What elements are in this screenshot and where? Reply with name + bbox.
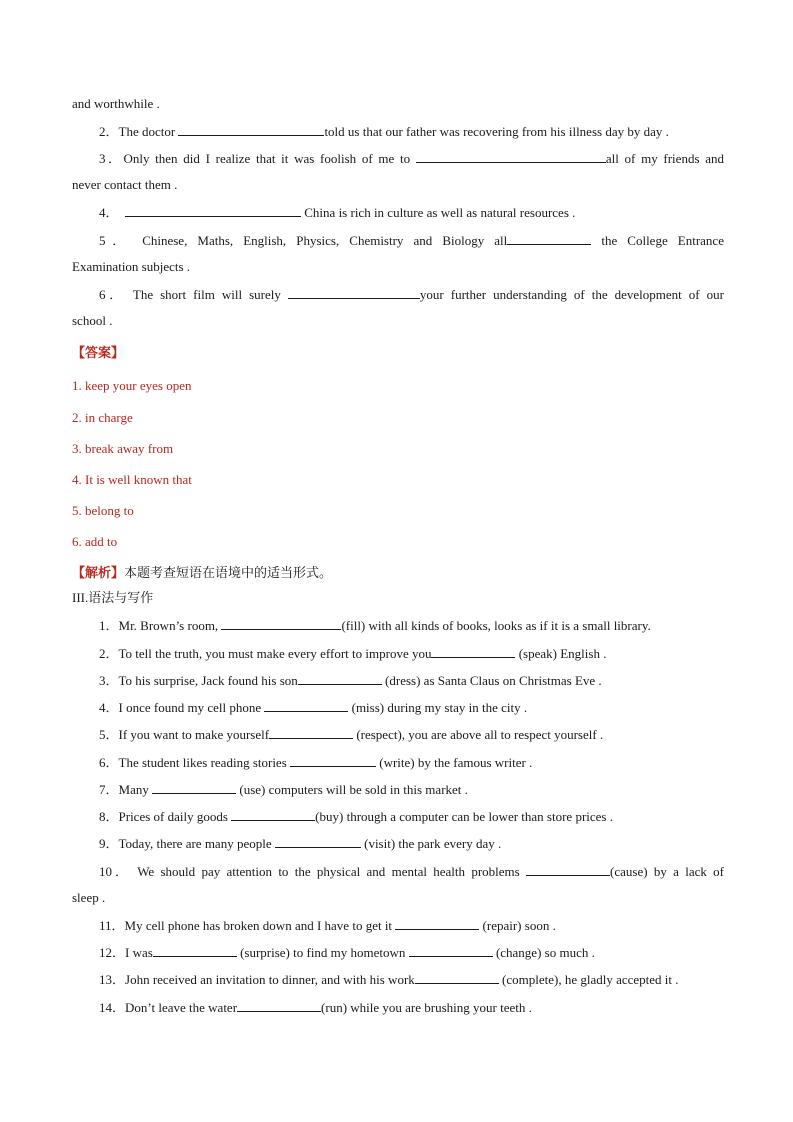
answer-blank[interactable] <box>231 808 315 821</box>
answer-blank[interactable] <box>507 232 591 245</box>
answer-blank[interactable] <box>275 835 361 848</box>
answer-blank[interactable] <box>221 617 341 630</box>
answer-blank[interactable] <box>237 999 321 1012</box>
analysis-line: 【解析】本题考查短语在语境中的适当形式。 <box>72 566 333 581</box>
answer-item: 2. in charge <box>72 410 133 425</box>
answer-blank[interactable] <box>298 672 382 685</box>
answer-blank[interactable] <box>264 699 348 712</box>
answer-blank[interactable] <box>269 726 353 739</box>
question-3: 3．To his surprise, Jack found his son (dress) as Santa Claus on Christmas Eve . <box>99 673 602 688</box>
question-9: 9．Today, there are many people (visit) the park every day . <box>99 836 502 851</box>
answer-blank[interactable] <box>152 781 236 794</box>
answer-item: 1. keep your eyes open <box>72 378 192 393</box>
q1-continuation: and worthwhile . <box>72 96 160 111</box>
section-title: III.语法与写作 <box>72 590 154 606</box>
answer-blank[interactable] <box>178 123 324 136</box>
answer-blank[interactable] <box>526 863 610 876</box>
question-6-continuation: school . <box>72 313 113 328</box>
question-5: 5．If you want to make yourself (respect), you are above all to respect yourself . <box>99 727 604 742</box>
question-1: 1．Mr. Brown’s room, (fill) with all kinds of books, looks as if it is a small library. <box>99 618 651 633</box>
answer-blank[interactable] <box>288 286 420 299</box>
question-2: 2．To tell the truth, you must make every effort to improve you (speak) English . <box>99 646 607 661</box>
question-7: 7．Many (use) computers will be sold in this market . <box>99 782 468 797</box>
answer-blank[interactable] <box>395 917 479 930</box>
answer-blank[interactable] <box>431 645 515 658</box>
question-5-continuation: Examination subjects . <box>72 259 191 274</box>
question-10: 10． We should pay attention to the physical and mental health problems (cause) by a lack of <box>99 864 725 879</box>
answer-item: 6. add to <box>72 534 118 549</box>
answer-blank[interactable] <box>125 204 301 217</box>
answer-item: 5. belong to <box>72 503 134 518</box>
question-3: 3．Only then did I realize that it was foolish of me to all of my friends and <box>99 151 724 166</box>
question-8: 8．Prices of daily goods (buy) through a computer can be lower than store prices . <box>99 809 613 824</box>
question-6: 6． The short film will surely your further understanding of the development of our <box>99 287 724 302</box>
question-13: 13．John received an invitation to dinner, and with his work (complete), he gladly accepted it . <box>99 972 679 987</box>
answer-blank[interactable] <box>416 150 606 163</box>
answer-item: 4. It is well known that <box>72 472 192 487</box>
question-3-continuation: never contact them . <box>72 177 178 192</box>
question-4: 4．I once found my cell phone (miss) during my stay in the city . <box>99 700 528 715</box>
question-14: 14．Don’t leave the water (run) while you are brushing your teeth . <box>99 1000 532 1015</box>
answer-item: 3. break away from <box>72 441 174 456</box>
question-2: 2．The doctor told us that our father was recovering from his illness day by day . <box>99 124 669 139</box>
question-12: 12．I was (surprise) to find my hometown (change) so much . <box>99 945 595 960</box>
question-5: 5． Chinese, Maths, English, Physics, Chemistry and Biology all the College Entrance <box>99 233 724 248</box>
answer-blank[interactable] <box>415 971 499 984</box>
answers-heading: 【答案】 <box>72 346 125 361</box>
question-6: 6．The student likes reading stories (write) by the famous writer . <box>99 755 533 770</box>
question-10-continuation: sleep . <box>72 890 106 905</box>
answer-blank[interactable] <box>153 944 237 957</box>
question-11: 11．My cell phone has broken down and I have to get it (repair) soon . <box>99 918 556 933</box>
answer-blank[interactable] <box>290 754 376 767</box>
question-4: 4． China is rich in culture as well as natural resources . <box>99 205 576 220</box>
answer-blank[interactable] <box>409 944 493 957</box>
